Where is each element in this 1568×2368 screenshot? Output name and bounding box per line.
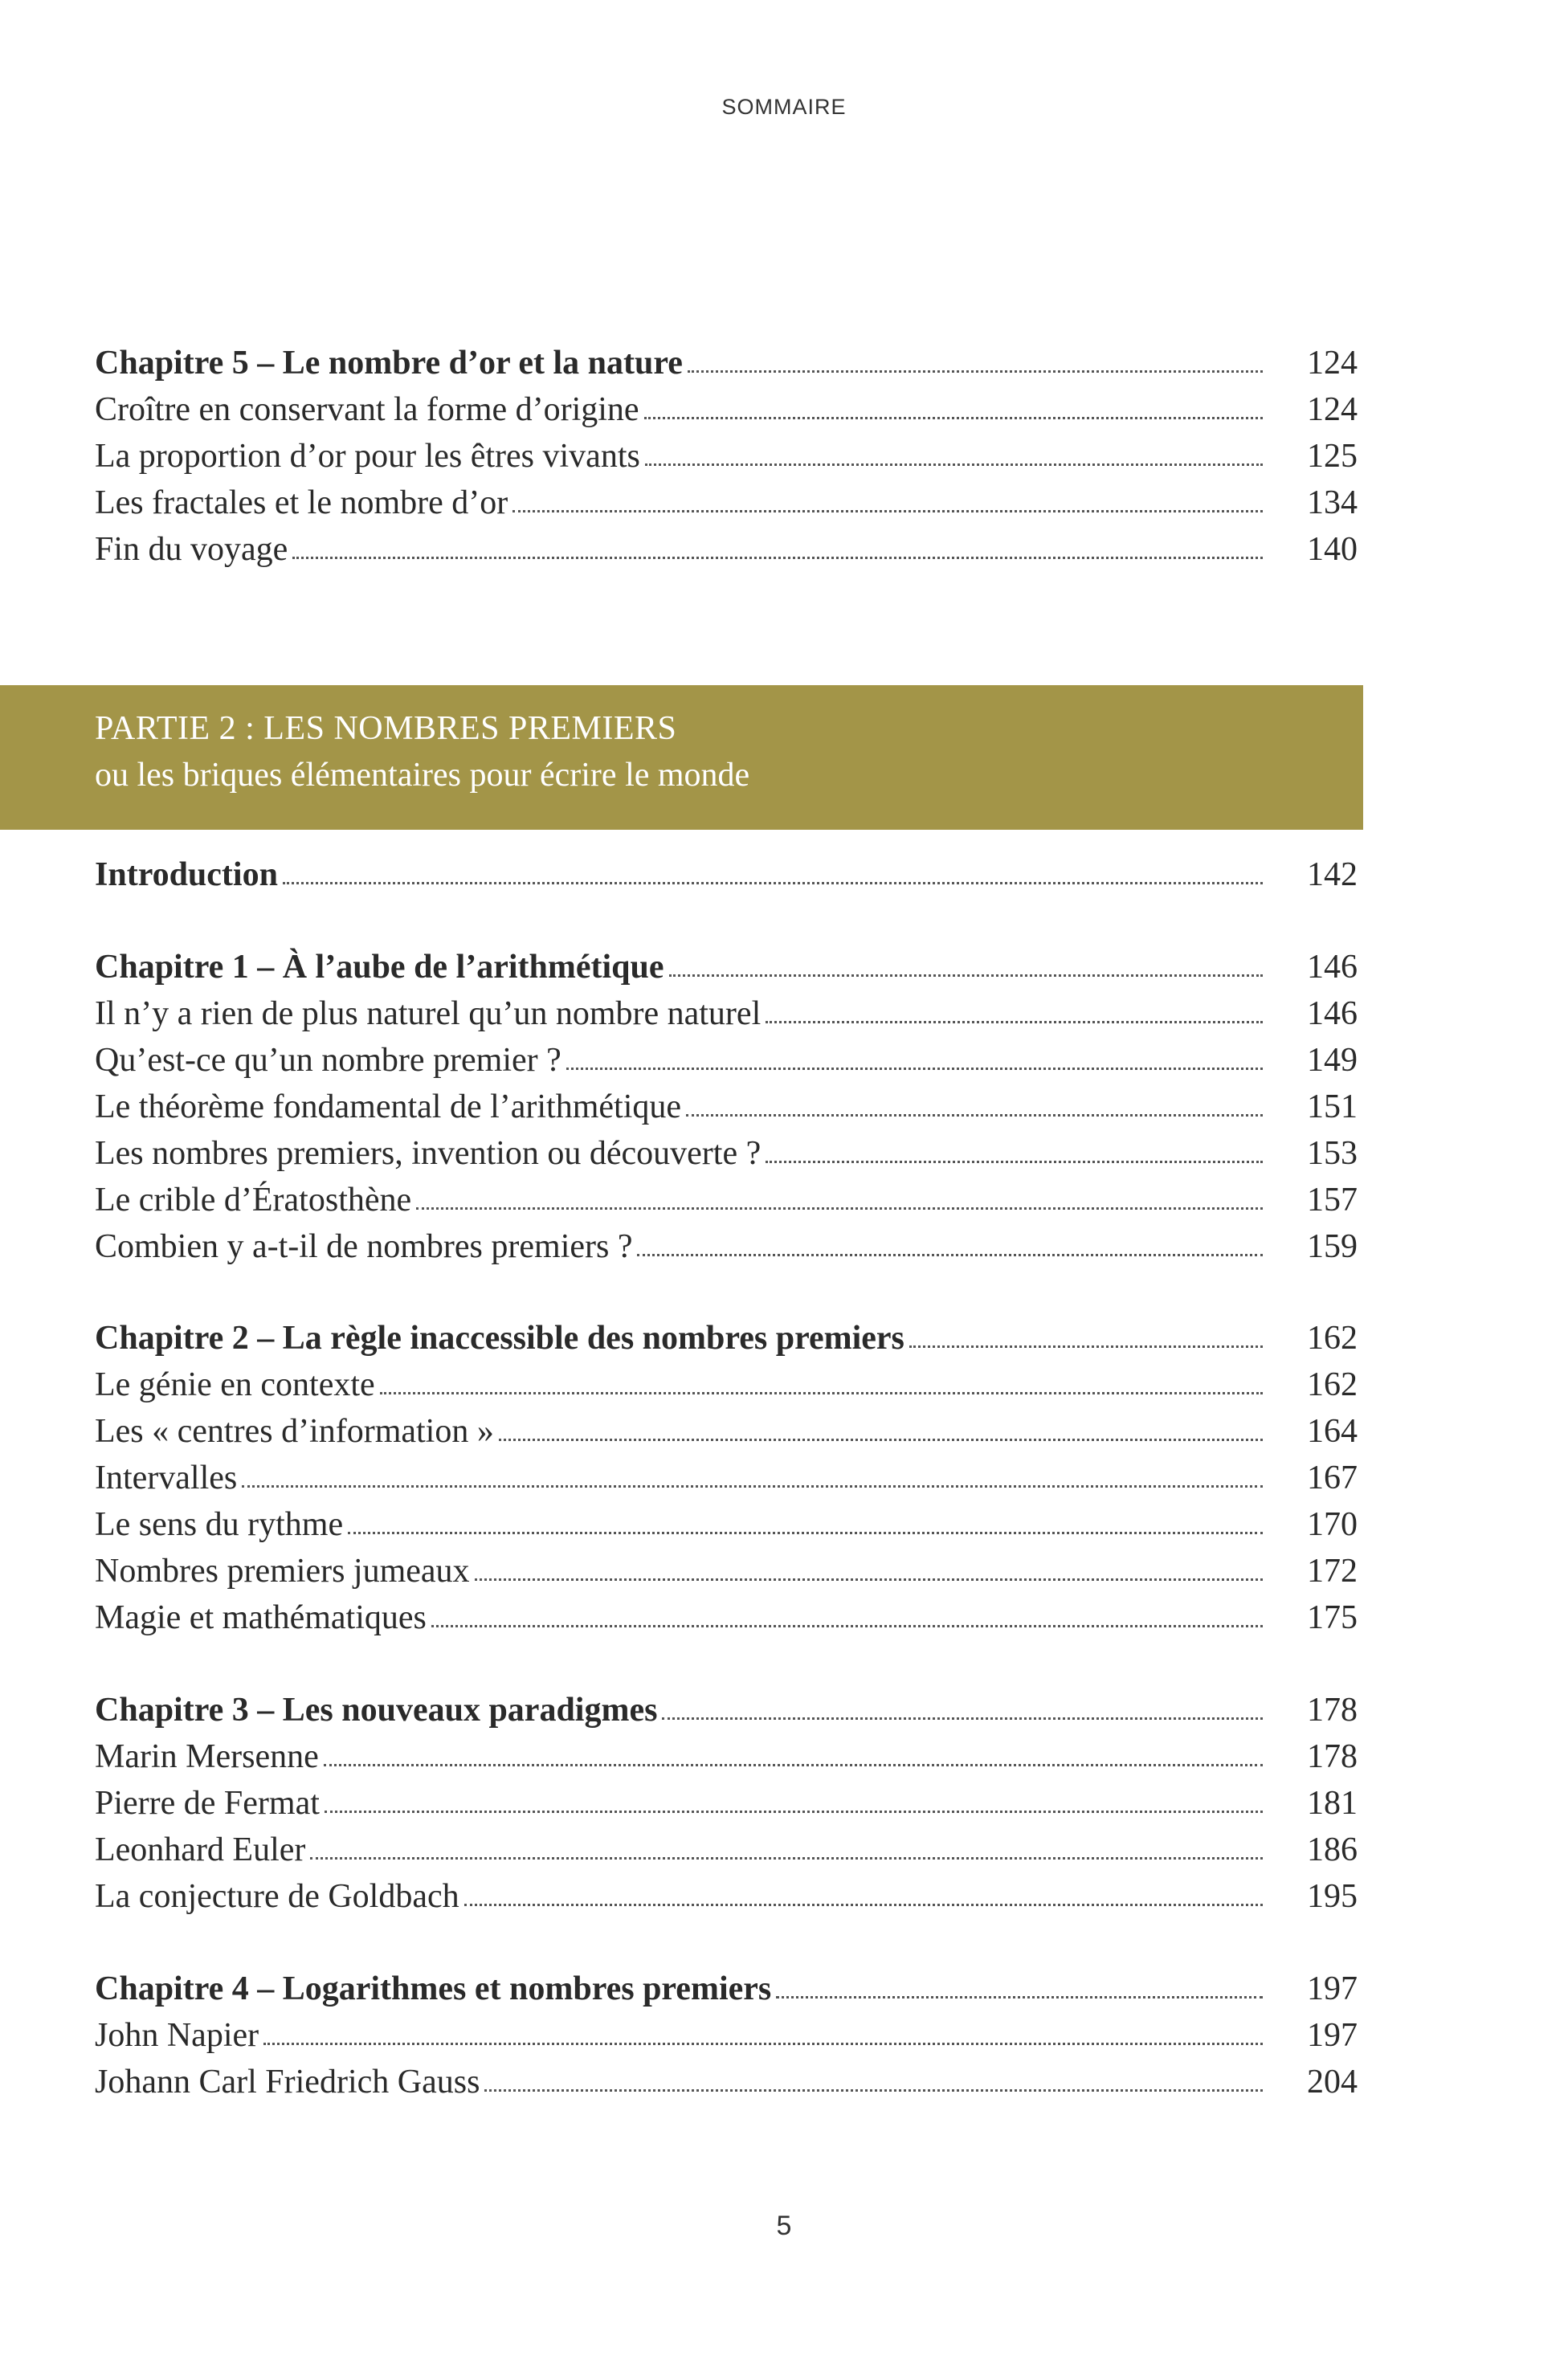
toc-entry-page: 157: [1307, 1182, 1358, 1219]
toc-chapter-entry: [95, 1687, 1358, 1733]
running-head: SOMMAIRE: [721, 95, 847, 119]
toc-entry-page: 153: [1307, 1135, 1358, 1172]
toc-section-chapter3: [95, 1687, 1358, 1920]
dot-leader: [431, 1625, 1263, 1627]
toc-entry-page: 197: [1307, 2017, 1358, 2054]
toc-entry-title: Chapitre 1 – À l’aube de l’arithmétique: [95, 949, 664, 986]
toc-entry: [95, 1130, 1358, 1177]
toc-entry: [95, 1084, 1358, 1130]
toc-entry: [95, 1780, 1358, 1827]
dot-leader: [766, 1161, 1263, 1163]
toc-entry-title: La proportion d’or pour les êtres vivants: [95, 438, 640, 475]
toc-entry: [95, 1548, 1358, 1594]
toc-entry-page: 146: [1307, 995, 1358, 1032]
toc-entry-page: 124: [1307, 391, 1358, 428]
toc-entry: [95, 1501, 1358, 1548]
toc-entry: [95, 2012, 1358, 2059]
toc-entry-title: Nombres premiers jumeaux: [95, 1553, 470, 1590]
toc-entry-page: 162: [1307, 1320, 1358, 1357]
toc-entry-title: Johann Carl Friedrich Gauss: [95, 2064, 480, 2101]
toc-entry-page: 175: [1307, 1599, 1358, 1636]
dot-leader: [644, 417, 1263, 419]
toc-entry: [95, 990, 1358, 1037]
part-2-subtitle: ou les briques élémentaires pour écrire le monde: [95, 757, 750, 794]
toc-entry-page: 142: [1307, 856, 1358, 893]
toc-entry-page: 162: [1307, 1366, 1358, 1403]
toc-entry-title: Intervalles: [95, 1460, 238, 1496]
toc-chapter-entry: [95, 851, 1358, 898]
toc-entry: [95, 1223, 1358, 1270]
dot-leader: [416, 1207, 1263, 1210]
toc-entry-page: 197: [1307, 1970, 1358, 2007]
dot-leader: [645, 463, 1263, 466]
toc-entry-page: 170: [1307, 1506, 1358, 1543]
dot-leader: [662, 1717, 1263, 1720]
toc-chapter-entry: [95, 1315, 1358, 1362]
dot-leader: [637, 1254, 1263, 1256]
toc-chapter-entry: [95, 1966, 1358, 2012]
toc-entry-page: 181: [1307, 1785, 1358, 1822]
dot-leader: [499, 1439, 1263, 1441]
part-2-title: PARTIE 2 : LES NOMBRES PREMIERS: [95, 710, 677, 747]
dot-leader: [566, 1068, 1263, 1070]
dot-leader: [686, 1114, 1263, 1117]
toc-entry-title: Les nombres premiers, invention ou découverte ?: [95, 1135, 762, 1172]
toc-entry: [95, 1362, 1358, 1408]
toc-entry-page: 134: [1307, 484, 1358, 521]
toc-entry-page: 204: [1307, 2064, 1358, 2101]
dot-leader: [283, 882, 1263, 884]
toc-entry-title: Croître en conservant la forme d’origine: [95, 391, 639, 428]
toc-entry: [95, 526, 1358, 573]
dot-leader: [909, 1345, 1263, 1348]
toc-entry-title: Les fractales et le nombre d’or: [95, 484, 508, 521]
toc-entry-title: Leonhard Euler: [95, 1831, 306, 1868]
toc-entry-title: Qu’est-ce qu’un nombre premier ?: [95, 1042, 561, 1079]
toc-entry-page: 167: [1307, 1460, 1358, 1496]
dot-leader: [292, 557, 1263, 559]
dot-leader: [310, 1857, 1263, 1860]
toc-entry-title: Introduction: [95, 856, 278, 893]
dot-leader: [512, 510, 1263, 512]
toc-section-chapter4: [95, 1966, 1358, 2105]
toc-entry-title: Magie et mathématiques: [95, 1599, 427, 1636]
dot-leader: [325, 1811, 1263, 1813]
toc-section-chapter2: [95, 1315, 1358, 1641]
toc-entry-page: 125: [1307, 438, 1358, 475]
toc-entry-page: 186: [1307, 1831, 1358, 1868]
toc-entry-page: 164: [1307, 1413, 1358, 1450]
toc-entry-page: 140: [1307, 531, 1358, 568]
toc-chapter-entry: [95, 944, 1358, 990]
toc-entry: [95, 433, 1358, 480]
dot-leader: [776, 1996, 1263, 1999]
toc-entry: [95, 1455, 1358, 1501]
toc-entry: [95, 2059, 1358, 2105]
dot-leader: [475, 1578, 1263, 1581]
dot-leader: [263, 2043, 1263, 2045]
toc-entry-title: Marin Mersenne: [95, 1738, 319, 1775]
part-2-banner: [0, 685, 1363, 830]
toc-entry: [95, 1733, 1358, 1780]
toc-entry-title: Chapitre 3 – Les nouveaux paradigmes: [95, 1692, 658, 1729]
toc-entry-title: Le théorème fondamental de l’arithmétique: [95, 1088, 682, 1125]
toc-entry-title: Combien y a-t-il de nombres premiers ?: [95, 1228, 633, 1265]
toc-section-introduction: [95, 851, 1358, 898]
toc-entry: [95, 1408, 1358, 1455]
toc-entry: [95, 1594, 1358, 1641]
dot-leader: [380, 1392, 1263, 1394]
toc-entry-page: 151: [1307, 1088, 1358, 1125]
toc-chapter-entry: [95, 340, 1358, 386]
toc-entry-page: 159: [1307, 1228, 1358, 1265]
dot-leader: [348, 1532, 1263, 1534]
dot-leader: [242, 1485, 1263, 1488]
toc-entry-title: John Napier: [95, 2017, 259, 2054]
toc-section-chapter1: [95, 944, 1358, 1270]
toc-entry-title: Fin du voyage: [95, 531, 288, 568]
toc-entry-page: 124: [1307, 345, 1358, 382]
dot-leader: [484, 2089, 1263, 2092]
page-number: 5: [776, 2211, 792, 2241]
toc-entry-page: 195: [1307, 1878, 1358, 1915]
toc-entry-title: La conjecture de Goldbach: [95, 1878, 459, 1915]
toc-section-part1-chapter5: [95, 340, 1358, 573]
dot-leader: [669, 974, 1263, 977]
toc-entry-title: Chapitre 4 – Logarithmes et nombres premiers: [95, 1970, 772, 2007]
toc-entry-title: Il n’y a rien de plus naturel qu’un nombre naturel: [95, 995, 762, 1032]
toc-entry-title: Le crible d’Ératosthène: [95, 1182, 412, 1219]
dot-leader: [464, 1904, 1263, 1906]
toc-entry-page: 178: [1307, 1692, 1358, 1729]
toc-entry-page: 149: [1307, 1042, 1358, 1079]
dot-leader: [688, 370, 1263, 373]
toc-entry: [95, 480, 1358, 526]
toc-entry-page: 146: [1307, 949, 1358, 986]
toc-entry-page: 172: [1307, 1553, 1358, 1590]
toc-entry-title: Pierre de Fermat: [95, 1785, 320, 1822]
toc-entry-title: Chapitre 5 – Le nombre d’or et la nature: [95, 345, 683, 382]
toc-entry-title: Les « centres d’information »: [95, 1413, 494, 1450]
toc-entry-title: Le sens du rythme: [95, 1506, 344, 1543]
dot-leader: [766, 1021, 1263, 1023]
toc-entry-title: Le génie en contexte: [95, 1366, 375, 1403]
toc-entry: [95, 1177, 1358, 1223]
dot-leader: [324, 1764, 1263, 1766]
toc-entry: [95, 386, 1358, 433]
toc-entry-title: Chapitre 2 – La règle inaccessible des nombres premiers: [95, 1320, 904, 1357]
toc-entry-page: 178: [1307, 1738, 1358, 1775]
toc-entry: [95, 1037, 1358, 1084]
toc-entry: [95, 1827, 1358, 1873]
toc-entry: [95, 1873, 1358, 1920]
